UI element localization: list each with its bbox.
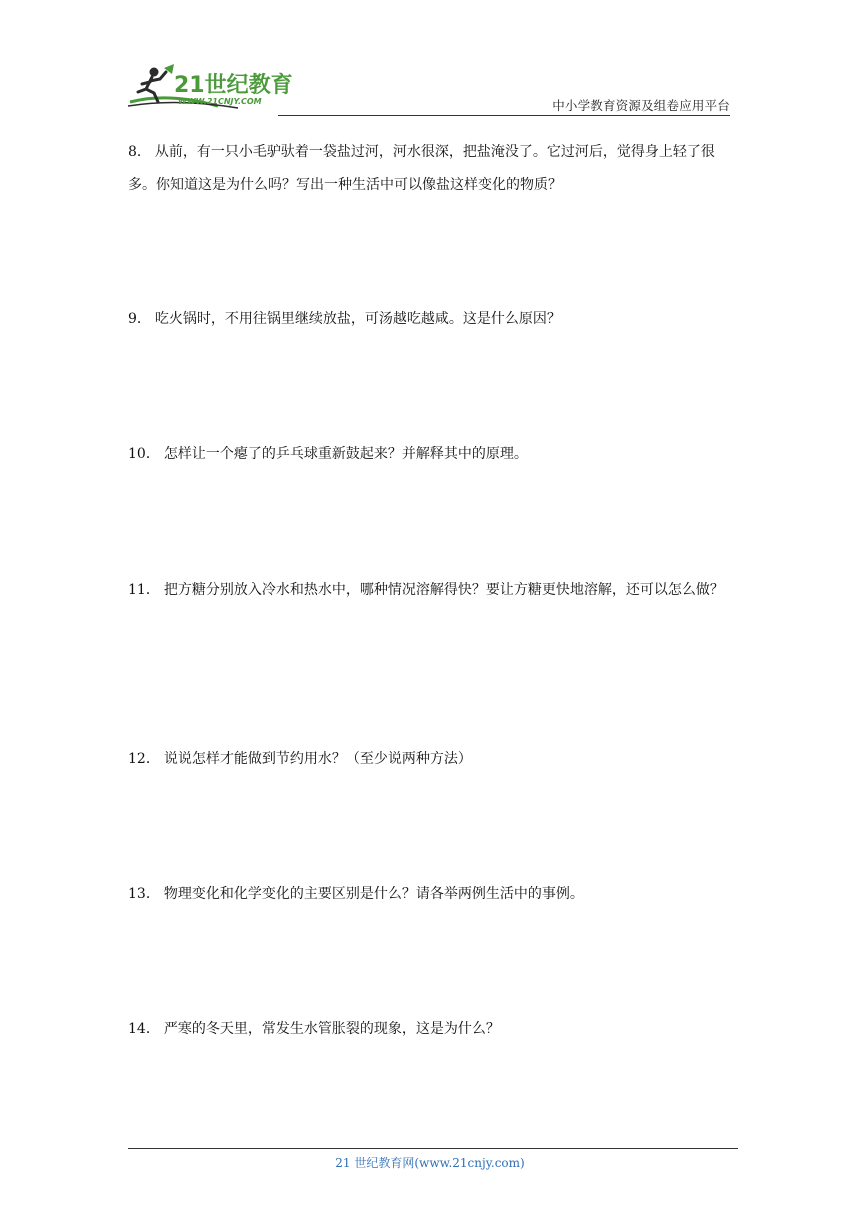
question-13 <box>128 878 732 911</box>
platform-name: 中小学教育资源及组卷应用平台 <box>552 98 730 113</box>
question-text: 从前，有一只小毛驴驮着一袋盐过河，河水很深，把盐淹没了。它过河后，觉得身上轻了很多。你知道这是为什么吗？写出一种生活中可以像盐这样变化的物质？ <box>128 144 715 193</box>
question-number: 11． <box>128 582 160 598</box>
question-text: 把方糖分别放入冷水和热水中，哪种情况溶解得快？要让方糖更快地溶解，还可以怎么做？ <box>163 582 724 598</box>
question-number: 9． <box>128 311 151 327</box>
question-text: 吃火锅时，不用往锅里继续放盐，可汤越吃越咸。这是什么原因？ <box>154 311 561 327</box>
logo-url: WWW.21CNJY.COM <box>178 97 262 106</box>
21cnjy-logo <box>128 62 298 110</box>
question-9 <box>128 303 732 336</box>
question-text: 说说怎样才能做到节约用水？（至少说两种方法） <box>163 751 472 767</box>
question-12 <box>128 743 732 776</box>
logo-wordmark: 21世纪教育 <box>174 73 293 98</box>
question-number: 10． <box>128 446 160 462</box>
header-divider <box>278 115 730 116</box>
question-10 <box>128 438 732 471</box>
question-text: 物理变化和化学变化的主要区别是什么？请各举两例生活中的事例。 <box>163 886 584 902</box>
question-text: 怎样让一个瘪了的乒乓球重新鼓起来？并解释其中的原理。 <box>163 446 528 462</box>
question-number: 13． <box>128 886 160 902</box>
footer-site: 21 世纪教育网(www.21cnjy.com) <box>335 1156 525 1170</box>
question-14 <box>128 1013 732 1046</box>
footer-divider <box>128 1148 738 1149</box>
page-header <box>128 62 730 116</box>
question-text: 严寒的冬天里，常发生水管胀裂的现象，这是为什么？ <box>163 1021 500 1037</box>
question-number: 8． <box>128 144 151 160</box>
question-8 <box>128 136 732 202</box>
question-number: 14． <box>128 1021 160 1037</box>
question-11 <box>128 574 732 607</box>
question-number: 12． <box>128 751 160 767</box>
